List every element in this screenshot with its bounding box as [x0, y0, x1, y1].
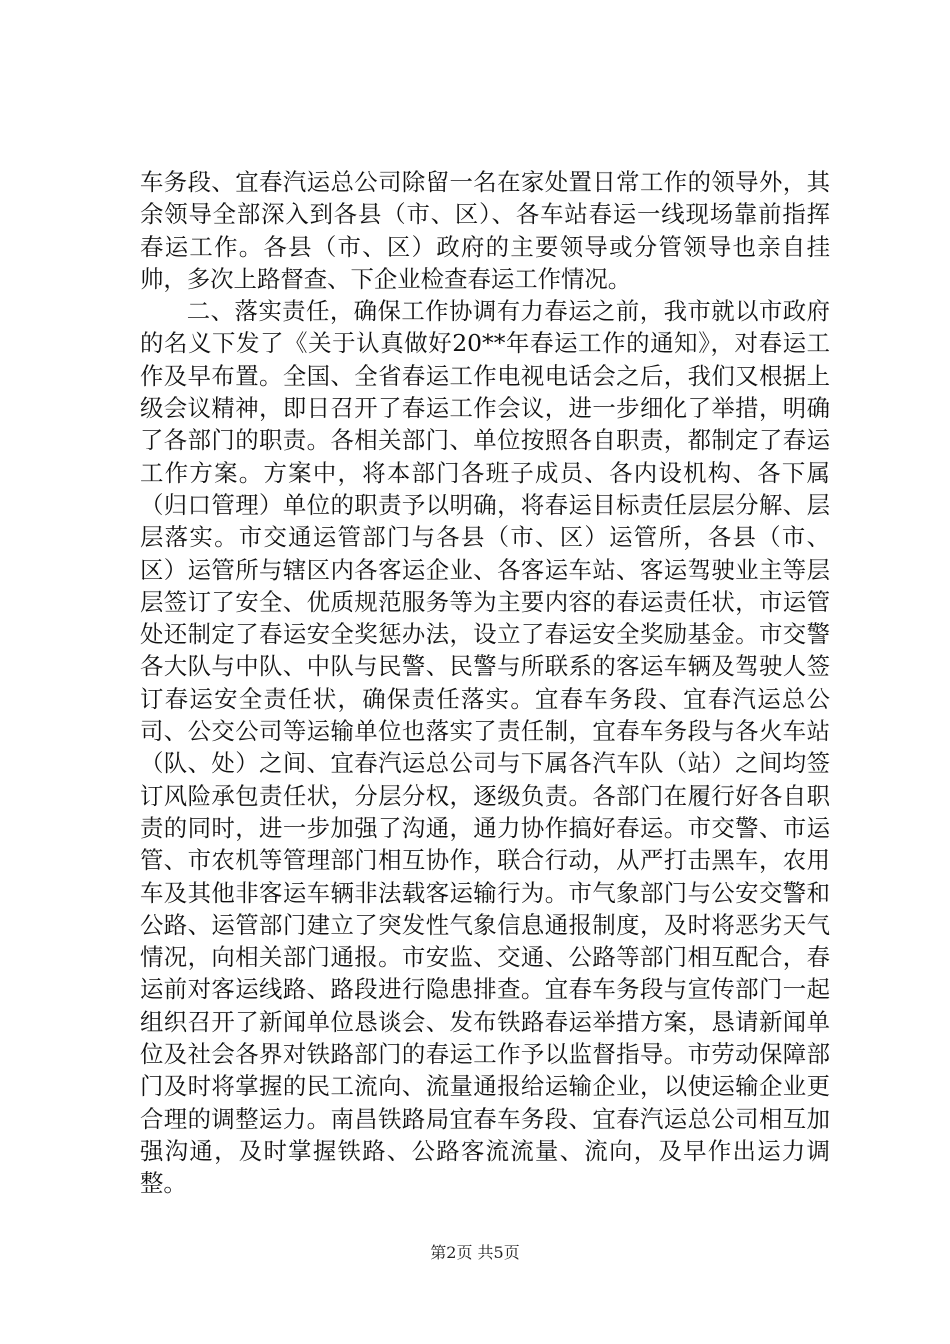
paragraph-continuation: 车务段、宜春汽运总公司除留一名在家处置日常工作的领导外，其余领导全部深入到各县（市、区）、各车站春运一线现场靠前指挥春运工作。各县（市、区）政府的主要领导或分管领导也亲自挂帅，多次上路督查、下企业检查春运工作情况。	[140, 168, 830, 293]
paragraph-section-two: 二、落实责任，确保工作协调有力春运之前，我市就以市政府的名义下发了《关于认真做好20**年春运工作的通知》，对春运工作及早布置。全国、全省春运工作电视电话会之后，我们又根据上级会议精神，即日召开了春运工作会议，进一步细化了举措，明确了各部门的职责。各相关部门、单位按照各自职责，都制定了春运工作方案。方案中，将本部门各班子成员、各内设机构、各下属（归口管理）单位的职责予以明确，将春运目标责任层层分解、层层落实。市交通运管部门与各县（市、区）运管所，各县（市、区）运管所与辖区内各客运企业、各客运车站、客运驾驶业主等层层签订了安全、优质规范服务等为主要内容的春运责任状，市运管处还制定了春运安全奖惩办法，设立了春运安全奖励基金。市交警各大队与中队、中队与民警、民警与所联系的客运车辆及驾驶人签订春运安全责任状，确保责任落实。宜春车务段、宜春汽运总公司、公交公司等运输单位也落实了责任制，宜春车务段与各火车站（队、处）之间、宜春汽运总公司与下属各汽车队（站）之间均签订风险承包责任状，分层分权，逐级负责。各部门在履行好各自职责的同时，进一步加强了沟通，通力协作搞好春运。市交警、市运管、市农机等管理部门相互协作，联合行动，从严打击黑车，农用车及其他非客运车辆非法载客运输行为。市气象部门与公安交警和公路、运管部门建立了突发性气象信息通报制度，及时将恶劣天气情况，向相关部门通报。市安监、交通、公路等部门相互配合，春运前对客运线路、路段进行隐患排查。宜春车务段与宣传部门一起组织召开了新闻单位恳谈会、发布铁路春运举措方案，恳请新闻单位及社会各界对铁路部门的春运工作予以监督指导。市劳动保障部门及时将掌握的民工流向、流量通报给运输企业，以使运输企业更合理的调整运力。南昌铁路局宜春车务段、宜春汽运总公司相互加强沟通，及时掌握铁路、公路客流流量、流向，及早作出运力调整。	[140, 297, 830, 1198]
page-number-footer: 第2页 共5页	[430, 1243, 520, 1262]
document-body	[140, 166, 830, 1200]
